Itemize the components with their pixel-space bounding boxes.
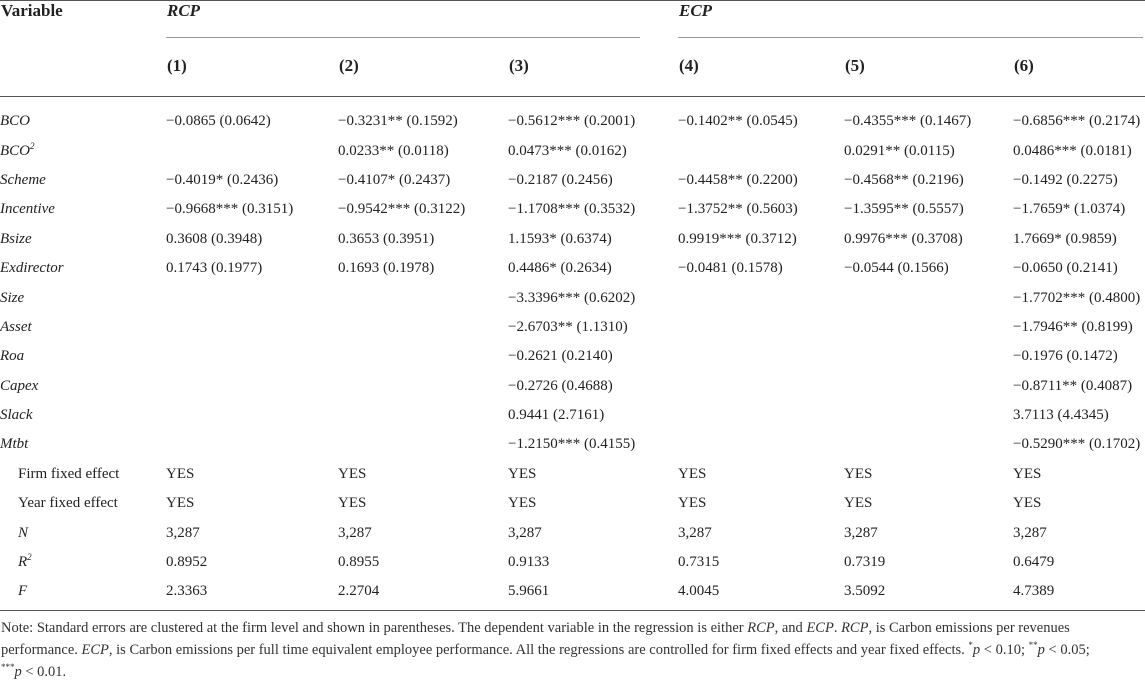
table-cell: 3,287 [844,524,878,541]
table-cell: −1.2150*** (0.4155) [508,436,636,453]
row-label: Scheme [0,171,46,188]
table-cell [678,136,844,165]
table-cell: 0.0291** (0.0115) [844,142,955,159]
table-cell [844,313,1013,342]
table-cell: −0.1402** (0.0545) [678,113,798,130]
table-row [0,548,1145,577]
row-label: Slack [0,407,33,424]
table-cell: −0.9668*** (0.3151) [166,201,294,218]
table-cell: −0.4019* (0.2436) [166,171,279,188]
table-cell [678,401,844,430]
table-row [0,372,1145,401]
table-cell: −1.3752** (0.5603) [678,201,798,218]
row-label: Capex [0,377,39,394]
table-cell: 0.9919*** (0.3712) [678,230,797,247]
table-row [0,313,1145,342]
table-row [0,518,1145,547]
column-header: (2) [339,56,359,75]
table-cell: YES [508,465,537,482]
table-cell [166,430,338,459]
table-cell: −0.4107* (0.2437) [338,171,451,188]
table-row [0,283,1145,312]
column-header: (5) [845,56,865,75]
table-cell [338,430,508,459]
row-label: BCO [0,113,30,130]
table-cell: 5.9661 [508,583,550,600]
row-label: Asset [0,318,32,335]
table-cell: 0.7319 [844,554,886,571]
column-header: (3) [509,56,529,75]
table-cell: 0.1693 (0.1978) [338,260,435,277]
table-cell: YES [166,495,195,512]
table-row [0,430,1145,459]
group-header-ecp: ECP [679,1,713,20]
table-cell: YES [844,465,873,482]
table-cell [844,430,1013,459]
table-cell: −0.1492 (0.2275) [1013,171,1118,188]
table-cell: YES [1013,465,1042,482]
table-cell [678,372,844,401]
group-underline-rcp [166,37,640,38]
row-label: Roa [0,348,25,365]
table-cell: YES [166,465,195,482]
table-cell [844,401,1013,430]
column-header: (1) [167,56,187,75]
table-cell: −0.2621 (0.2140) [508,348,613,365]
table-cell: −0.4568** (0.2196) [844,171,964,188]
table-row [0,166,1145,195]
table-cell: 2.2704 [338,583,380,600]
table-cell: 0.8952 [166,554,208,571]
table-cell: 0.9976*** (0.3708) [844,230,963,247]
table-cell: YES [338,495,367,512]
row-label: Year fixed effect [18,495,118,512]
group-underline-ecp [678,37,1143,38]
table-row [0,489,1145,518]
table-cell: 3,287 [508,524,542,541]
table-cell: −0.4458** (0.2200) [678,171,798,188]
table-body [0,107,1145,607]
table-cell: YES [1013,495,1042,512]
table-cell: −0.3231** (0.1592) [338,113,458,130]
table-cell: −0.2187 (0.2456) [508,171,613,188]
table-cell [844,372,1013,401]
table-cell [678,430,844,459]
table-cell: −0.5612*** (0.2001) [508,113,636,130]
table-cell: −0.4355*** (0.1467) [844,113,972,130]
table-cell [338,342,508,371]
table-row [0,577,1145,606]
bottom-rule [0,610,1145,611]
table-row [0,107,1145,136]
table-cell: 3,287 [166,524,200,541]
row-label: Exdirector [0,260,64,277]
table-cell [166,401,338,430]
table-cell: −0.2726 (0.4688) [508,377,613,394]
row-label: $R^2$ [18,552,32,571]
table-cell: −2.6703** (1.1310) [508,318,628,335]
table-cell [338,401,508,430]
table-cell: 3,287 [1013,524,1047,541]
table-cell: YES [844,495,873,512]
table-cell [166,342,338,371]
table-cell: 0.8955 [338,554,380,571]
row-label: F [18,583,28,600]
table-cell [678,342,844,371]
table-cell [338,372,508,401]
table-cell: −0.5290*** (0.1702) [1013,436,1141,453]
row-label: Bsize [0,230,32,247]
table-cell: 0.0486*** (0.0181) [1013,142,1132,159]
table-cell: −0.8711** (0.4087) [1013,377,1133,394]
row-label: N [18,524,29,541]
row-label: Incentive [0,201,55,218]
table-cell: YES [508,495,537,512]
table-cell: −0.0650 (0.2141) [1013,260,1118,277]
table-row [0,136,1145,165]
table-cell: 0.0233** (0.0118) [338,142,449,159]
table-cell: 0.9133 [508,554,550,571]
table-cell [166,283,338,312]
row-label: Mtbt [0,436,29,453]
table-cell: 1.1593* (0.6374) [508,230,612,247]
table-cell [166,372,338,401]
table-cell: −1.3595** (0.5557) [844,201,964,218]
table-cell [678,313,844,342]
row-label: Firm fixed effect [18,465,120,482]
column-header: (6) [1014,56,1034,75]
table-cell: YES [678,495,707,512]
table-cell: −1.7702*** (0.4800) [1013,289,1141,306]
table-cell [338,283,508,312]
table-cell: 4.7389 [1013,583,1055,600]
table-cell: 0.0473*** (0.0162) [508,142,627,159]
table-cell: 3.5092 [844,583,886,600]
table-row [0,401,1145,430]
table-cell: 3,287 [338,524,372,541]
table-cell: 0.7315 [678,554,720,571]
table-cell: YES [338,465,367,482]
table-cell: 3,287 [678,524,712,541]
table-cell: 0.4486* (0.2634) [508,260,612,277]
table-note: Note: Standard errors are clustered at the firm level and shown in parentheses. The dependent variable in the regression is either RCP, and ECP. RCP, is Carbon emissions per revenues performance. ECP, is Carbon emissions per full time equivalent employee performance. All the regressions are controlled for firm fixed effects and year fixed effects. *p < 0.10; **p < 0.05; ***p < 0.01. [1,620,1090,680]
table-row [0,342,1145,371]
table-cell: 2.3363 [166,583,208,600]
table-cell: 0.3653 (0.3951) [338,230,435,247]
table-cell: −0.6856*** (0.2174) [1013,113,1141,130]
table-cell: 0.1743 (0.1977) [166,260,263,277]
table-cell [844,342,1013,371]
column-header: (4) [679,56,699,75]
table-cell [678,283,844,312]
table-row [0,460,1145,489]
table-cell [338,313,508,342]
table-cell: 0.3608 (0.3948) [166,230,263,247]
table-cell: −1.1708*** (0.3532) [508,201,636,218]
table-cell: 4.0045 [678,583,720,600]
table-cell: −0.1976 (0.1472) [1013,348,1118,365]
variable-header: Variable [1,1,63,20]
table-cell: −0.0544 (0.1566) [844,260,949,277]
table-cell: −1.7659* (1.0374) [1013,201,1126,218]
table-cell: −0.9542*** (0.3122) [338,201,466,218]
table-cell: −0.0481 (0.1578) [678,260,783,277]
table-cell: −1.7946** (0.8199) [1013,318,1133,335]
table-cell: 1.7669* (0.9859) [1013,230,1117,247]
table-cell: −0.0865 (0.0642) [166,113,271,130]
table-row [0,254,1145,283]
table-cell: 3.7113 (4.4345) [1013,407,1109,424]
group-header-rcp: RCP [167,1,201,20]
table-cell [844,283,1013,312]
row-label: BCO$^2$ [0,140,35,159]
table-cell [166,313,338,342]
header-rule [0,96,1145,97]
table-row [0,195,1145,224]
table-cell: 0.9441 (2.7161) [508,407,605,424]
table-cell: 0.6479 [1013,554,1055,571]
table-cell: YES [678,465,707,482]
table-cell: −3.3396*** (0.6202) [508,289,636,306]
table-cell [166,136,338,165]
row-label: Size [0,289,25,306]
table-row [0,225,1145,254]
